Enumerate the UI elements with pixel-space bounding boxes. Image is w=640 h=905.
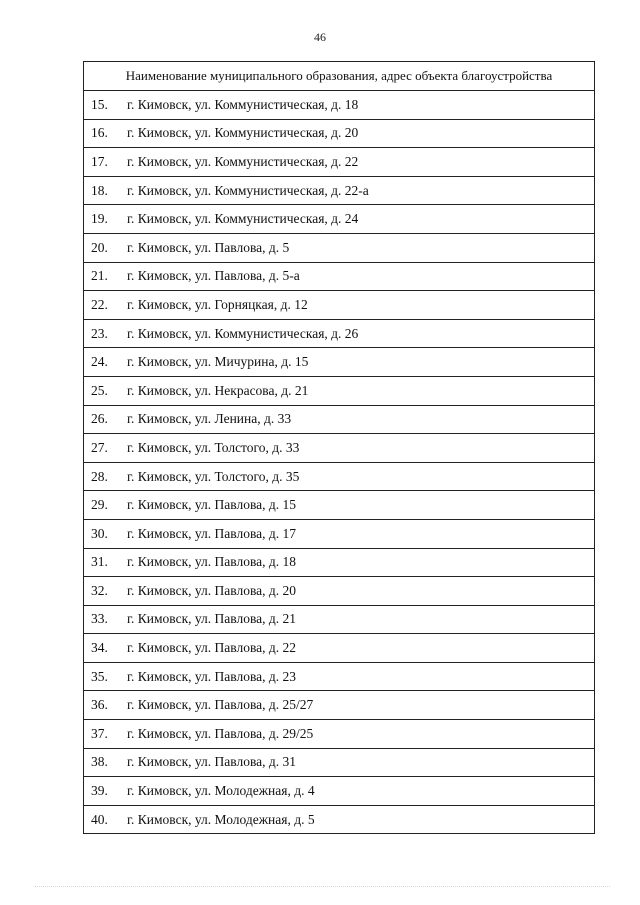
row-number: 35.	[91, 668, 108, 684]
table-header: Наименование муниципального образования, адрес объекта благоустройства	[84, 62, 594, 91]
row-address: г. Кимовск, ул. Павлова, д. 5-а	[127, 268, 300, 284]
row-address: г. Кимовск, ул. Коммунистическая, д. 20	[127, 125, 359, 141]
row-address: г. Кимовск, ул. Молодежная, д. 5	[127, 811, 315, 827]
row-address: г. Кимовск, ул. Павлова, д. 25/27	[127, 697, 314, 713]
row-number: 26.	[91, 411, 108, 427]
row-number: 31.	[91, 554, 108, 570]
row-number: 30.	[91, 525, 108, 541]
row-number: 18.	[91, 182, 108, 198]
row-number: 25.	[91, 382, 108, 398]
row-number: 21.	[91, 268, 108, 284]
row-address: г. Кимовск, ул. Павлова, д. 5	[127, 239, 290, 255]
table-row	[84, 749, 594, 778]
row-number: 40.	[91, 811, 108, 827]
row-address: г. Кимовск, ул. Коммунистическая, д. 18	[127, 96, 359, 112]
table-row	[84, 320, 594, 349]
table-row	[84, 263, 594, 292]
table-row	[84, 177, 594, 206]
table-row	[84, 205, 594, 234]
table-row	[84, 348, 594, 377]
row-address: г. Кимовск, ул. Ленина, д. 33	[127, 411, 292, 427]
row-address: г. Кимовск, ул. Коммунистическая, д. 24	[127, 211, 359, 227]
row-address: г. Кимовск, ул. Павлова, д. 18	[127, 554, 297, 570]
row-number: 17.	[91, 153, 108, 169]
row-number: 34.	[91, 640, 108, 656]
row-address: г. Кимовск, ул. Некрасова, д. 21	[127, 382, 309, 398]
table-row	[84, 377, 594, 406]
row-address: г. Кимовск, ул. Павлова, д. 17	[127, 525, 297, 541]
row-number: 24.	[91, 354, 108, 370]
row-address: г. Кимовск, ул. Павлова, д. 21	[127, 611, 297, 627]
row-address: г. Кимовск, ул. Горняцкая, д. 12	[127, 296, 308, 312]
table-row	[84, 120, 594, 149]
table-row	[84, 520, 594, 549]
row-address: г. Кимовск, ул. Толстого, д. 33	[127, 439, 300, 455]
row-number: 27.	[91, 439, 108, 455]
table-row	[84, 606, 594, 635]
table-row	[84, 463, 594, 492]
page-number: 46	[314, 30, 326, 44]
row-address: г. Кимовск, ул. Павлова, д. 20	[127, 582, 297, 598]
row-address: г. Кимовск, ул. Павлова, д. 23	[127, 668, 297, 684]
table-row	[84, 291, 594, 320]
row-number: 39.	[91, 783, 108, 799]
row-number: 16.	[91, 125, 108, 141]
row-number: 32.	[91, 582, 108, 598]
row-number: 33.	[91, 611, 108, 627]
table-row	[84, 491, 594, 520]
row-address: г. Кимовск, ул. Павлова, д. 31	[127, 754, 297, 770]
row-number: 28.	[91, 468, 108, 484]
row-address: г. Кимовск, ул. Коммунистическая, д. 22-а	[127, 182, 369, 198]
table-row	[84, 91, 594, 120]
table-row	[84, 549, 594, 578]
row-number: 20.	[91, 239, 108, 255]
row-address: г. Кимовск, ул. Коммунистическая, д. 26	[127, 325, 359, 341]
table-row	[84, 806, 594, 835]
row-address: г. Кимовск, ул. Павлова, д. 22	[127, 640, 297, 656]
row-number: 29.	[91, 497, 108, 513]
row-number: 15.	[91, 96, 108, 112]
address-table	[83, 61, 595, 834]
table-row	[84, 577, 594, 606]
row-address: г. Кимовск, ул. Павлова, д. 15	[127, 497, 297, 513]
row-number: 37.	[91, 725, 108, 741]
row-number: 19.	[91, 211, 108, 227]
table-row	[84, 663, 594, 692]
row-number: 36.	[91, 697, 108, 713]
row-address: г. Кимовск, ул. Молодежная, д. 4	[127, 783, 315, 799]
scan-noise-line	[35, 886, 610, 890]
row-number: 22.	[91, 296, 108, 312]
table-row	[84, 691, 594, 720]
table-body	[84, 91, 594, 834]
row-address: г. Кимовск, ул. Павлова, д. 29/25	[127, 725, 314, 741]
table-row	[84, 406, 594, 435]
table-row	[84, 634, 594, 663]
table-row	[84, 720, 594, 749]
table-row	[84, 234, 594, 263]
table-row	[84, 434, 594, 463]
table-row	[84, 777, 594, 806]
row-number: 38.	[91, 754, 108, 770]
row-number: 23.	[91, 325, 108, 341]
row-address: г. Кимовск, ул. Мичурина, д. 15	[127, 354, 309, 370]
row-address: г. Кимовск, ул. Толстого, д. 35	[127, 468, 300, 484]
table-row	[84, 148, 594, 177]
row-address: г. Кимовск, ул. Коммунистическая, д. 22	[127, 153, 359, 169]
